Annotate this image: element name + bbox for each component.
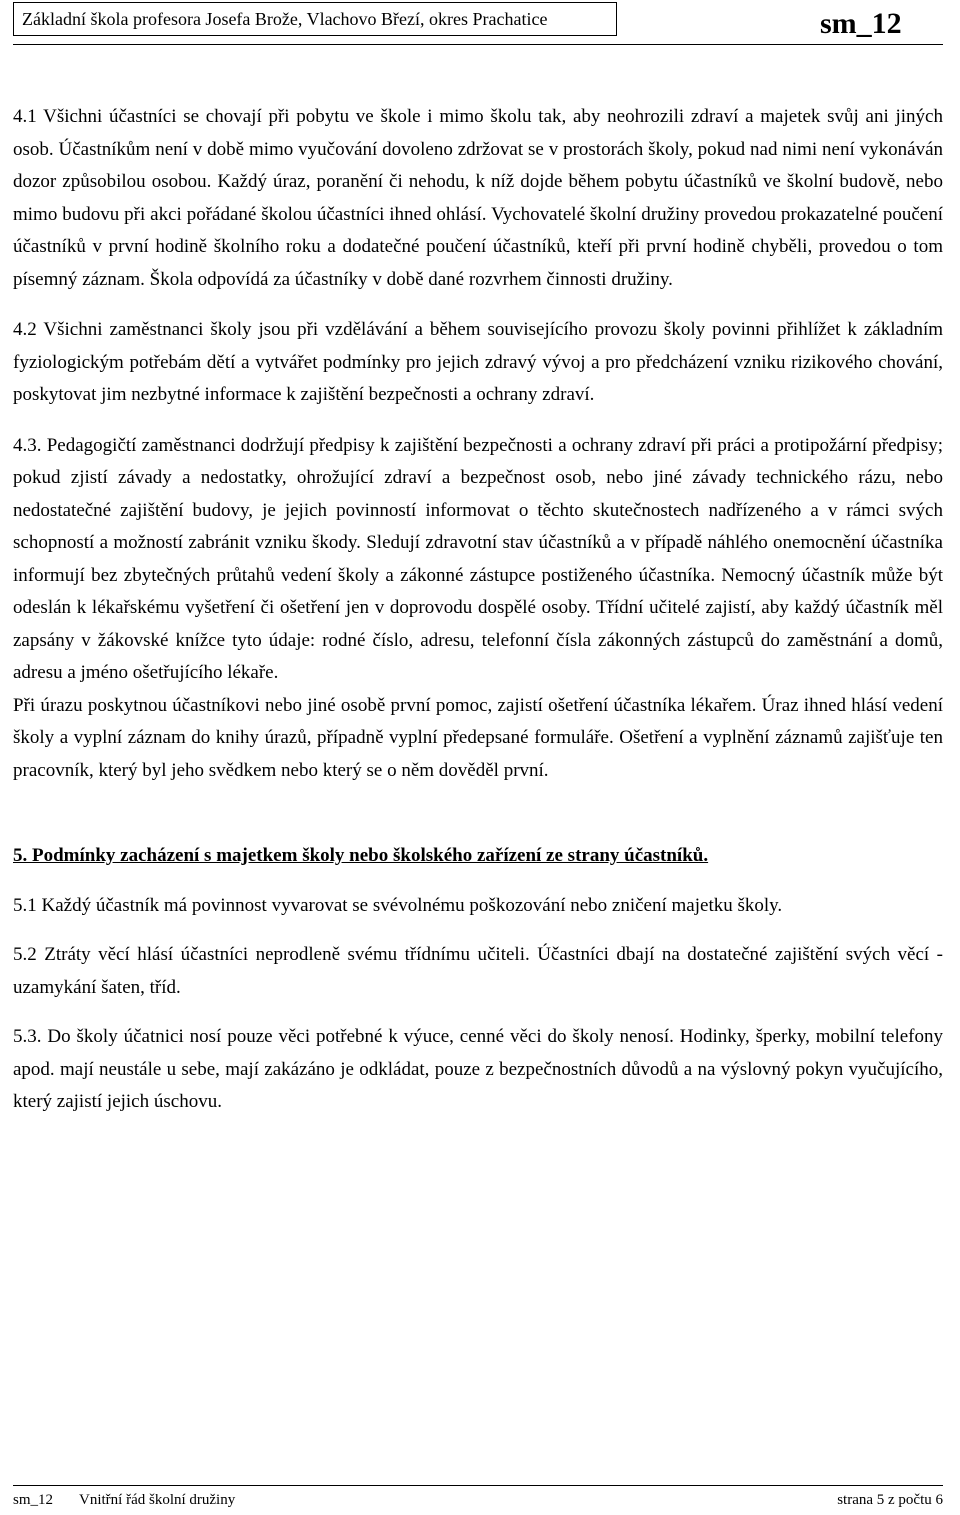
- school-name-box: [13, 2, 617, 36]
- paragraph-4-1: 4.1 Všichni účastníci se chovají při pobytu ve škole i mimo školu tak, aby neohrozili zdraví a majetek svůj ani jiných osob. Účastníkům není v době mimo vyučování dovoleno zdržovat se v prostorách školy, pokud nad nimi není vykonáván dozor způsobilou osobou. Každý úraz, poranění či nehodu, k níž dojde během pobytu účastníků ve školní budově, nebo mimo budovu při akci pořádané školou účastníci ihned ohlásí. Vychovatelé školní družiny provedou prokazatelné poučení účastníků v první hodině školního roku a dodatečné poučení účastníků, kteří při první hodině chyběli, provedou o tom písemný záznam. Škola odpovídá za účastníky v době dané rozvrhem činnosti družiny.: [13, 106, 943, 290]
- footer-document-title: Vnitřní řád školní družiny: [79, 1492, 236, 1508]
- school-name: Základní škola profesora Josefa Brože, Vlachovo Březí, okres Prachatice: [22, 9, 548, 29]
- paragraph-4-3-injury: Při úrazu poskytnou účastníkovi nebo jiné osobě první pomoc, zajistí ošetření účastníka lékařem. Úraz ihned hlásí vedení školy a vyplní záznam do knihy úrazů, případně vyplní předepsané formuláře. Ošetření a vyplnění záznamů zajišťuje ten pracovník, který byl jeho svědkem nebo který se o něm dověděl první.: [13, 694, 943, 781]
- paragraph-5-3: 5.3. Do školy účatnici nosí pouze věci potřebné k výuce, cenné věci do školy nenosí. Hodinky, šperky, mobilní telefony apod. mají neustále u sebe, mají zakázáno je odkládat, pouze z bezpečnostních důvodů a na výslovný pokyn vyučujícího, který zajistí jejich úschovu.: [13, 1026, 943, 1112]
- paragraph-4-2: 4.2 Všichni zaměstnanci školy jsou při vzdělávání a během souvisejícího provozu školy povinni přihlížet k základním fyziologickým potřebám dětí a vytvářet podmínky pro jejich zdravý vývoj a pro předcházení vzniku rizikového chování, poskytovat jim nezbytné informace k zajištění bezpečnosti a ochrany zdraví.: [13, 319, 943, 405]
- paragraph-4-3: 4.3. Pedagogičtí zaměstnanci dodržují předpisy k zajištění bezpečnosti a ochrany zdraví při práci a protipožární předpisy; pokud zjistí závady a nedostatky, ohrožující zdraví a bezpečnost osob, nebo jiné závady technického rázu, nebo nedostatečné zajištění budovy, je jejich povinností informovat o těchto skutečnostech nadřízeného a v rámci svých schopností a možností zabránit vzniku škody. Sledují zdravotní stav účastníků a v případě náhlého onemocnění účastníka informují bez zbytečných průtahů vedení školy a zákonné zástupce postiženého účastníka. Nemocný účastník může být odeslán k lékařskému vyšetření či ošetření jen v doprovodu dospělé osoby. Třídní učitelé zajistí, aby každý účastník měl zapsány v žákovské knížce tyto údaje: rodné číslo, adresu, telefonní čísla zákonných zástupců do zaměstnání a domů, adresu a jméno ošetřujícího lékaře.: [13, 434, 943, 683]
- document-body: [13, 101, 943, 1119]
- page-footer: [13, 1489, 943, 1513]
- section-5-heading: 5. Podmínky zacházení s majetkem školy nebo školského zařízení ze strany účastníků.: [13, 845, 709, 866]
- paragraph-5-1: 5.1 Každý účastník má povinnost vyvarovat se svévolnému poškozování nebo zničení majetku školy.: [13, 894, 783, 916]
- footer-divider: [13, 1485, 943, 1486]
- header-divider: [13, 44, 943, 45]
- paragraph-5-2: 5.2 Ztráty věcí hlásí účastníci neprodleně svému třídnímu učiteli. Účastníci dbají na dostatečné zajištění svých věcí - uzamykání šaten, tříd.: [13, 944, 943, 998]
- page-header: [0, 0, 960, 44]
- footer-document-code: sm_12: [13, 1492, 54, 1508]
- document-code: sm_12: [820, 7, 902, 40]
- footer-page-number: strana 5 z počtu 6: [837, 1492, 943, 1508]
